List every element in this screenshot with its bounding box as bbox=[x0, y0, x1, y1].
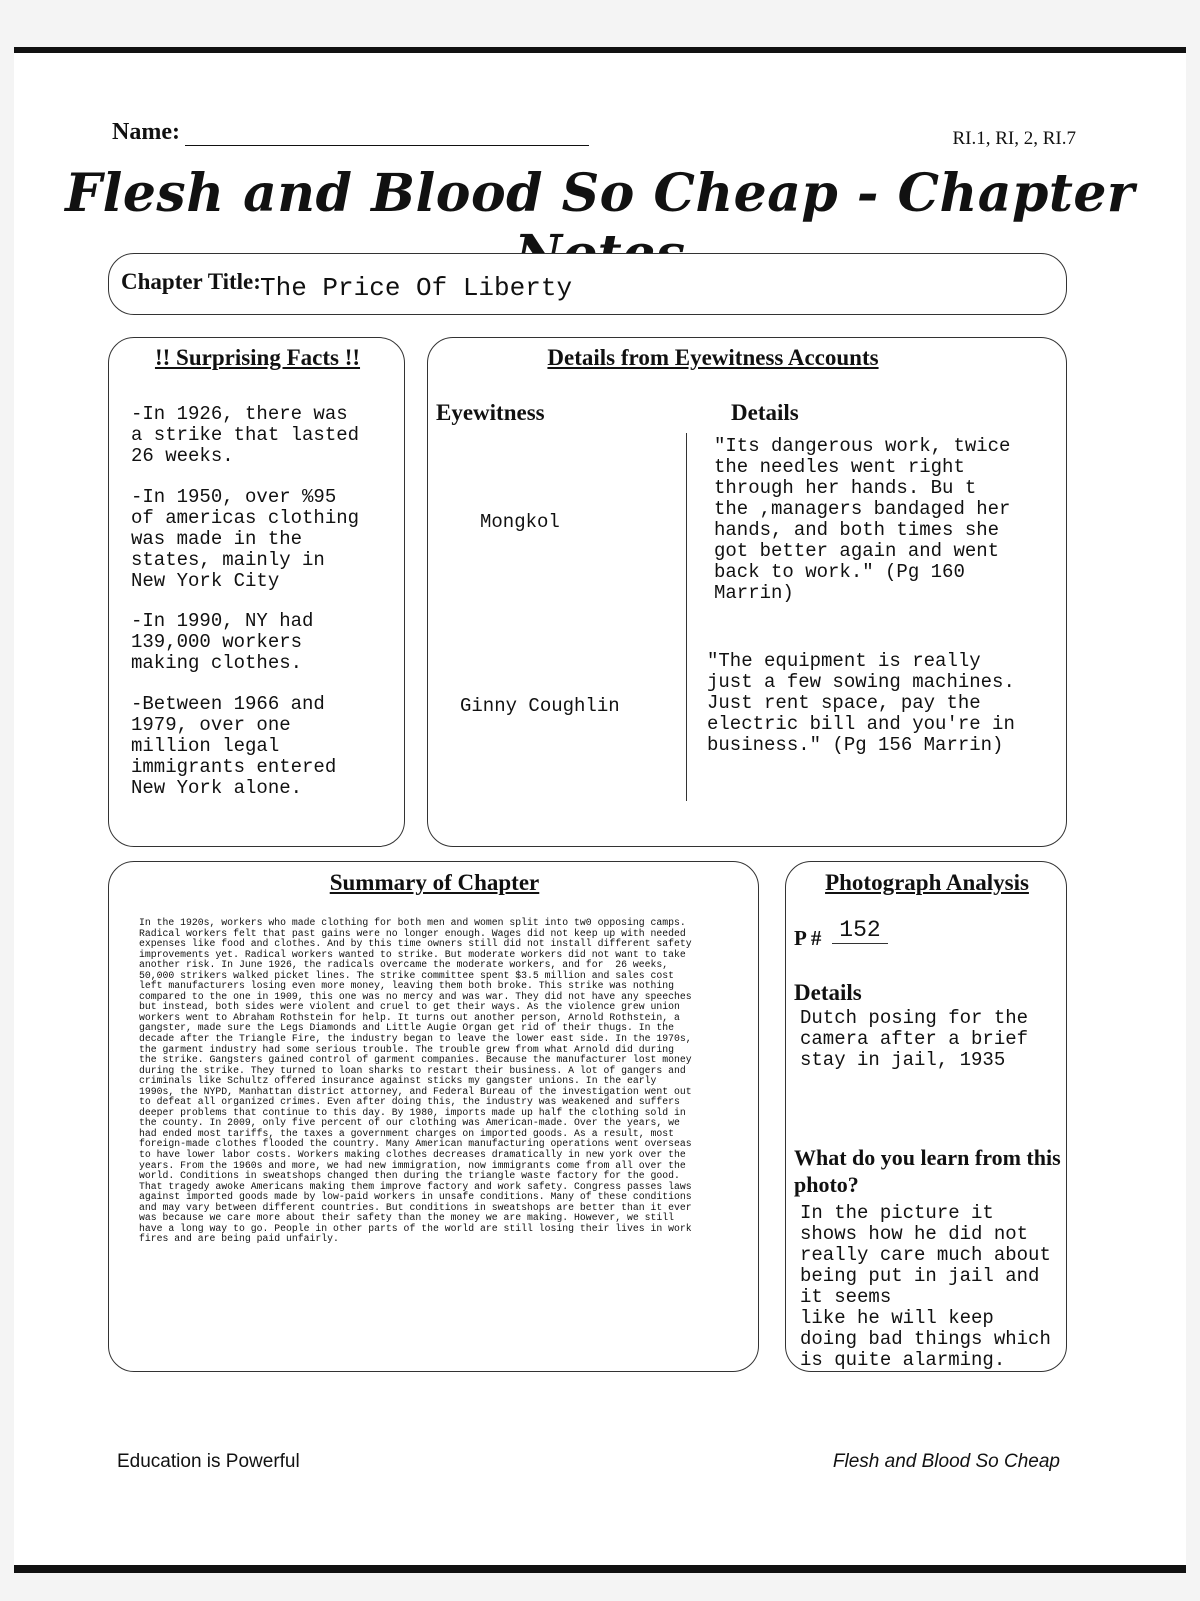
page-number-label: P # bbox=[794, 926, 822, 950]
fact-item: -In 1926, there was a strike that lasted 26 weeks. bbox=[131, 403, 360, 467]
eyewitness-box bbox=[427, 337, 1067, 847]
name-label: Name: bbox=[112, 119, 180, 145]
photograph-analysis-box bbox=[785, 861, 1067, 1372]
column-divider bbox=[686, 433, 687, 801]
page-number-value: 152 bbox=[832, 917, 888, 944]
eyewitness-name: Mongkol bbox=[480, 511, 560, 533]
worksheet-page bbox=[14, 47, 1186, 1573]
fact-item: -In 1950, over %95 of americas clothing was made in the states, mainly in New York City bbox=[131, 486, 360, 592]
eyewitness-column-header: Eyewitness bbox=[436, 400, 545, 425]
details-column-header: Details bbox=[731, 400, 799, 425]
fact-item: -Between 1966 and 1979, over one million legal immigrants entered New York alone. bbox=[131, 693, 337, 799]
details-label: Details bbox=[794, 980, 862, 1005]
surprising-facts-heading: !! Surprising Facts !! bbox=[154, 345, 361, 370]
footer-right-text: Flesh and Blood So Cheap bbox=[832, 1451, 1060, 1472]
name-line bbox=[185, 145, 589, 146]
eyewitness-name: Ginny Coughlin bbox=[460, 695, 620, 717]
summary-box bbox=[108, 861, 759, 1372]
surprising-facts-box bbox=[108, 337, 405, 847]
footer-left-text: Education is Powerful bbox=[117, 1451, 300, 1472]
summary-heading: Summary of Chapter bbox=[329, 870, 540, 895]
eyewitness-details: "Its dangerous work, twice the needles went right through her hands. Bu t the ,managers bandaged her hands, and both times she got better again and went back to work." (Pg 160 Marrin) bbox=[714, 435, 1011, 604]
eyewitness-heading: Details from Eyewitness Accounts bbox=[547, 345, 879, 370]
chapter-title-label: Chapter Title: bbox=[121, 269, 261, 294]
chapter-title-value: The Price Of Liberty bbox=[260, 273, 573, 303]
eyewitness-details: "The equipment is really just a few sowing machines. Just rent space, pay the electric bill and you're in business." (Pg 156 Marrin) bbox=[707, 650, 1015, 756]
chapter-title-box bbox=[108, 253, 1067, 315]
photo-details-text: Dutch posing for the camera after a brief stay in jail, 1935 bbox=[800, 1007, 1029, 1071]
photograph-analysis-heading: Photograph Analysis bbox=[825, 870, 1029, 895]
summary-text: In the 1920s, workers who made clothing for both men and women split into tw0 opposing camps. Radical workers felt that past gains were no longer enough. Wages did not keep up with needed expenses like food and clothes. And by this time owners still did not install different safety improvements yet. Radical workers wanted to strike. But moderate workers did not want to take another risk. In June 1926, the radicals overcame the moderate workers, and for 26 weeks, 50,000 strikers walked picket lines. The strike committee spent $3.5 million and sales cost left manufacturers losing even more money, leaving them both broke. This strike was nothing compared to the one in 1909, this one was no mercy and was war. They did not have any speeches but instead, both sides were violent and cruel to get their ways. As the violence grew union workers went to Abraham Rothstein for help. It turns out another person, Arnold Rothstein, a gangster, made sure the Legs Diamonds and Little Augie Organ get rid of their thugs. In the decade after the Triangle Fire, the industry began to leave the lower east side. In the 1970s, the garment industry had some serious trouble. The trouble grew from what Arnold did during the strike. Gangsters gained control of garment companies. Because the manufacturer lost money during the strike. They turned to loan sharks to restart their business. A lot of gangers and criminals like Schultz offered insurance against sticks my gangster unions. In the early 1990s, the NYPD, Manhattan district attorney, and Federal Bureau of the investigation went out to defeat all organized crimes. Even after doing this, the industry was weakened and suffers deeper problems that continue to this day. By 1980, imports made up half the clothing sold in the county. In 2009, only five percent of our clothing was American-made. Over the years, we had ended most tariffs, the taxes a government charges on imported goods. As a result, most foreign-made clothes flooded the country. Many American manufacturing operations went overseas to have lower labor costs. Workers making clothes decreases dramatically in new york over the years. From the 1960s and more, we had new immigration, now immigrants come from all over the world. Conditions in sweatshops changed then during the triangle waste factory for the good. That tragedy awoke Americans making them improve factory and work safety. Congress passes laws against imported goods made by low-paid workers in unsafe conditions. Many of these conditions and may vary between different countries. But conditions in sweatshops are better than it ever was because we care more about their safety than the money we are making. However, we still have a long way to go. People in other parts of the world are still losing their lives in work fires and are being paid unfairly. bbox=[139, 917, 692, 1245]
standards-label: RI.1, RI, 2, RI.7 bbox=[952, 128, 1076, 149]
fact-item: -In 1990, NY had 139,000 workers making clothes. bbox=[131, 610, 314, 674]
worksheet-title: Flesh and Blood So Cheap - Chapter bbox=[65, 163, 1135, 224]
learn-question-label: What do you learn from this photo? bbox=[794, 1145, 1061, 1197]
learn-answer-text: In the picture it shows how he did not really care much about being put in jail and it seems like he will keep doing bad things which is quite alarming. bbox=[800, 1202, 1051, 1371]
